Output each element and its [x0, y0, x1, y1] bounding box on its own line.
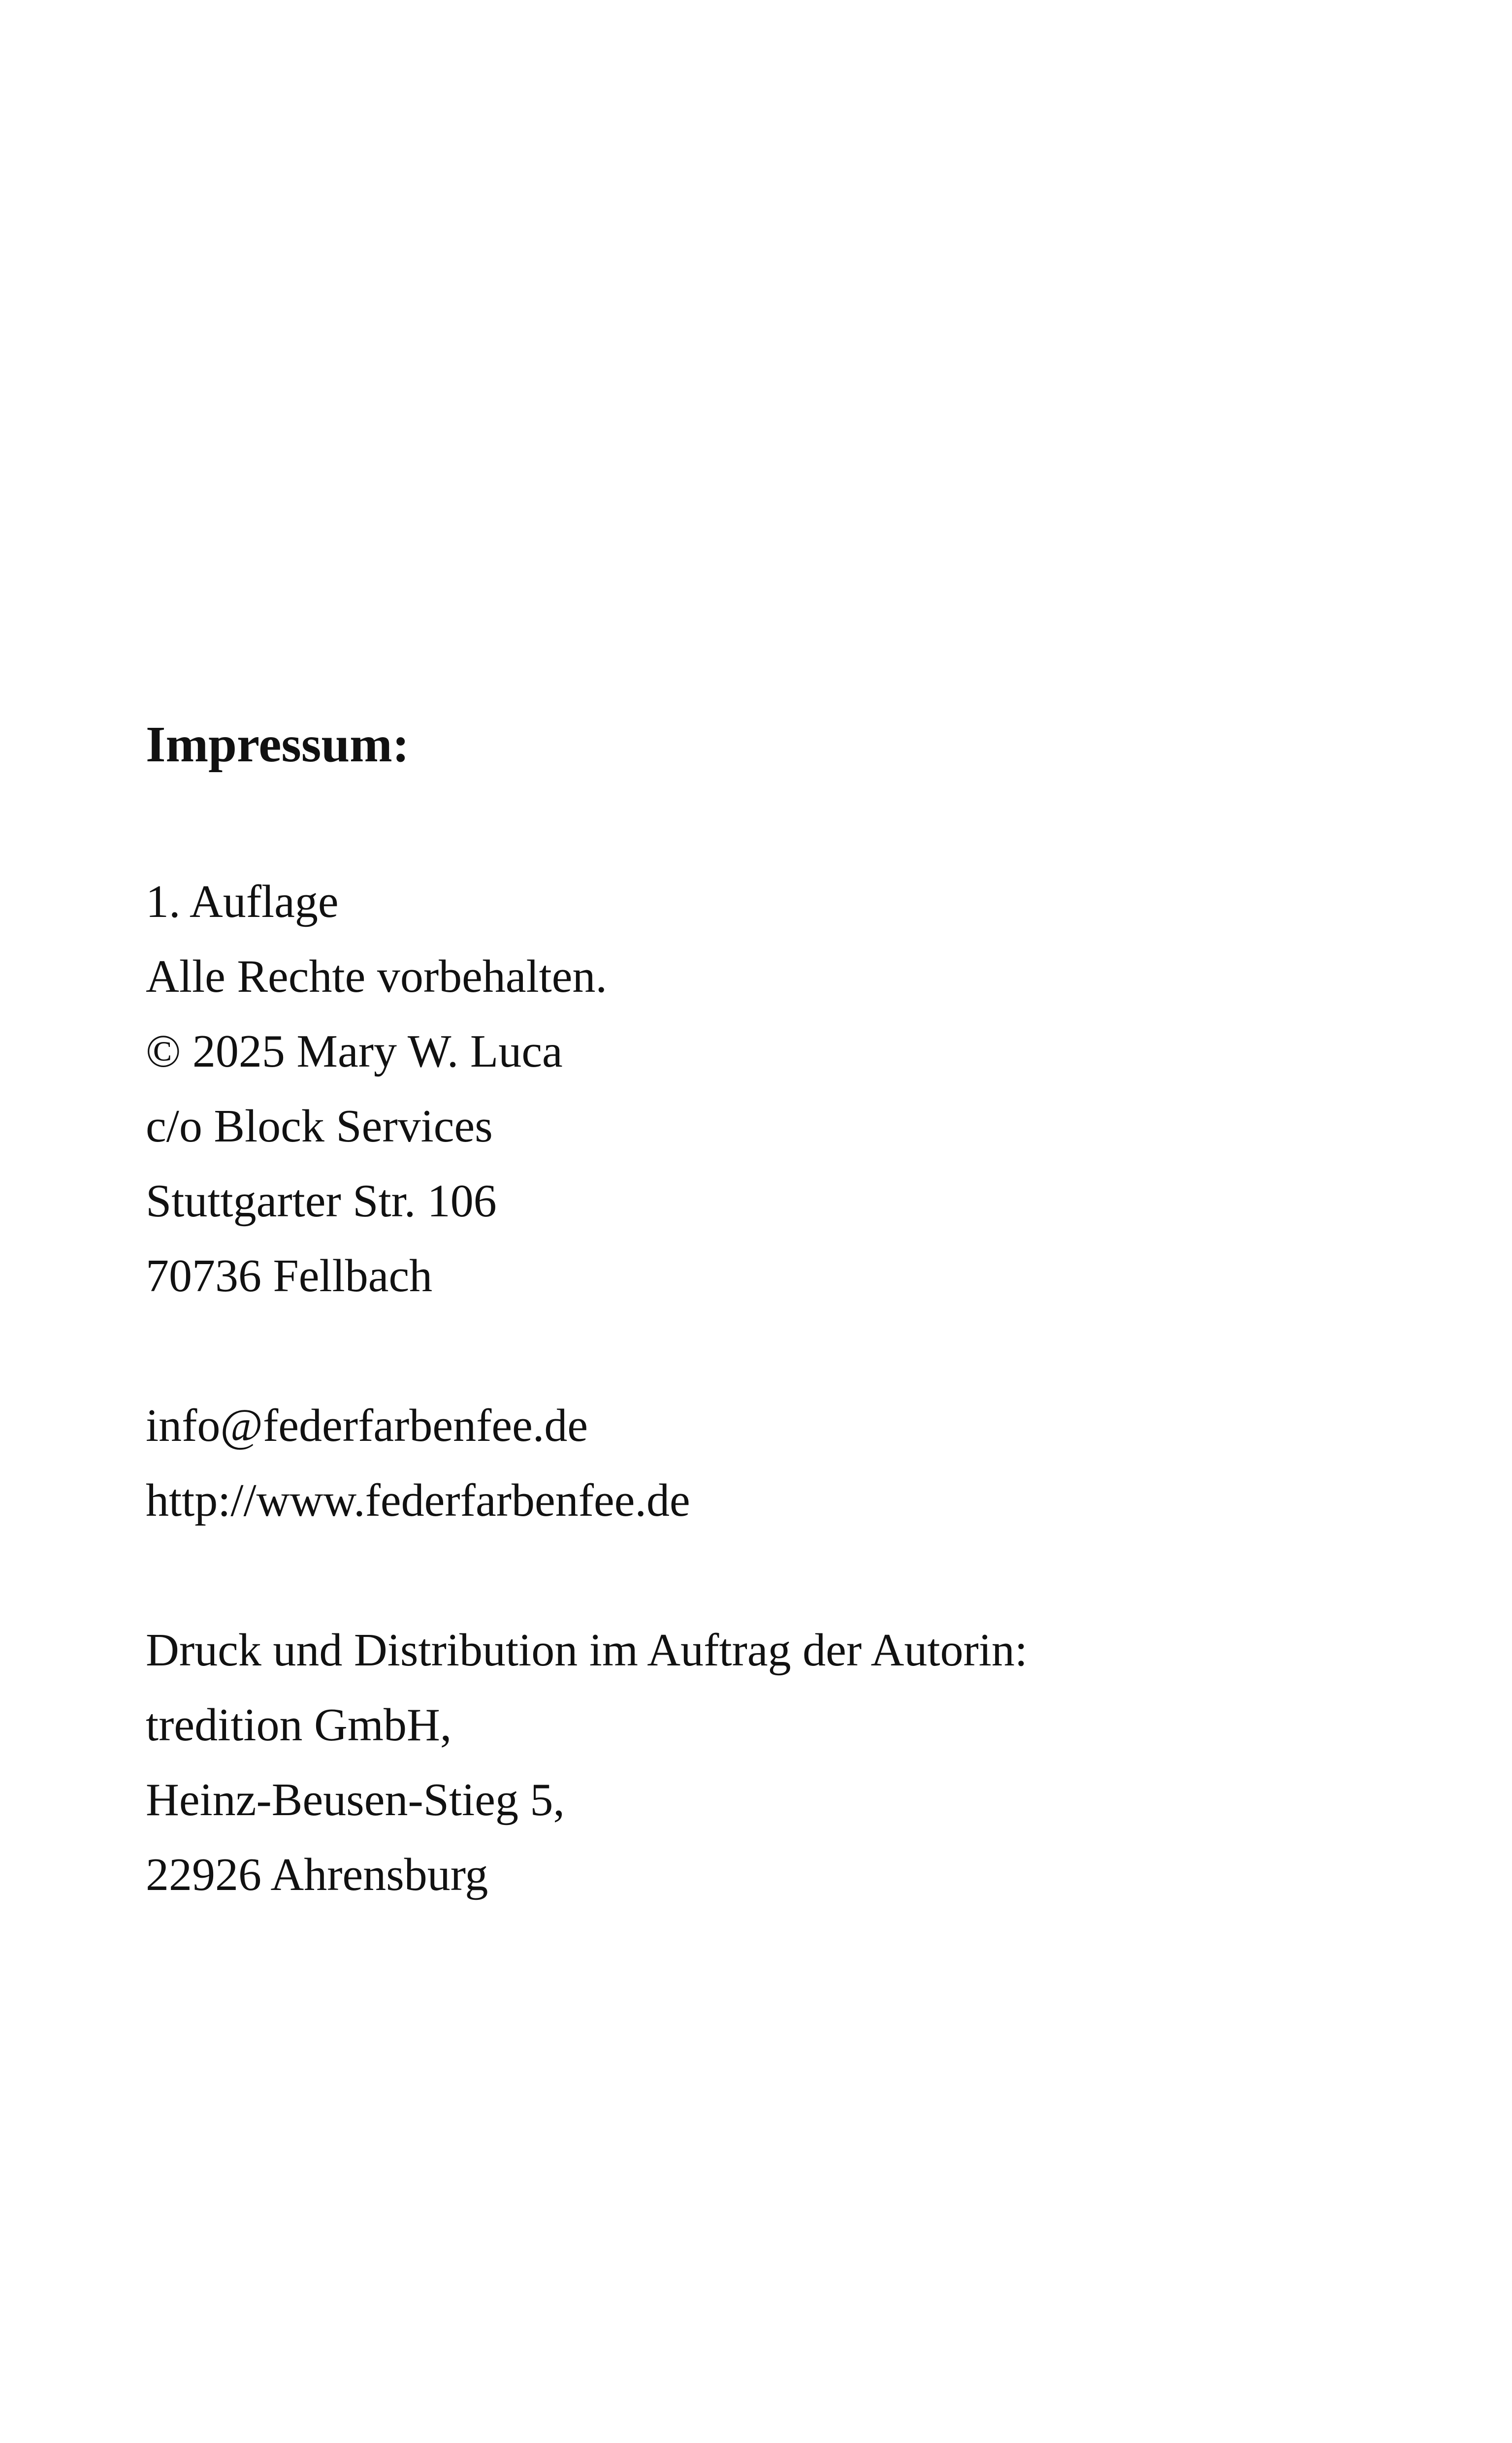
- printing-street: Heinz-Beusen-Stieg 5,: [146, 1774, 565, 1825]
- printing-city: 22926 Ahrensburg: [146, 1849, 488, 1900]
- address-line-street: Stuttgarter Str. 106: [146, 1175, 497, 1227]
- impressum-title: Impressum:: [146, 716, 410, 773]
- address-line-city: 70736 Fellbach: [146, 1250, 433, 1302]
- spacer: [146, 1538, 1377, 1613]
- spacer: [146, 1313, 1377, 1388]
- edition-line: 1. Auflage: [146, 876, 339, 927]
- copyright-line: © 2025 Mary W. Luca: [146, 1026, 563, 1077]
- website-line: http://www.federfarbenfee.de: [146, 1475, 690, 1526]
- rights-line: Alle Rechte vorbehalten.: [146, 951, 608, 1002]
- email-line: info@federfarbenfee.de: [146, 1400, 588, 1451]
- address-line-care-of: c/o Block Services: [146, 1101, 493, 1152]
- spacer: [146, 782, 1377, 864]
- printing-company: tredition GmbH,: [146, 1699, 452, 1751]
- impressum-section: [146, 707, 1377, 1912]
- printing-heading: Druck und Distribution im Auftrag der Autorin:: [146, 1625, 1028, 1676]
